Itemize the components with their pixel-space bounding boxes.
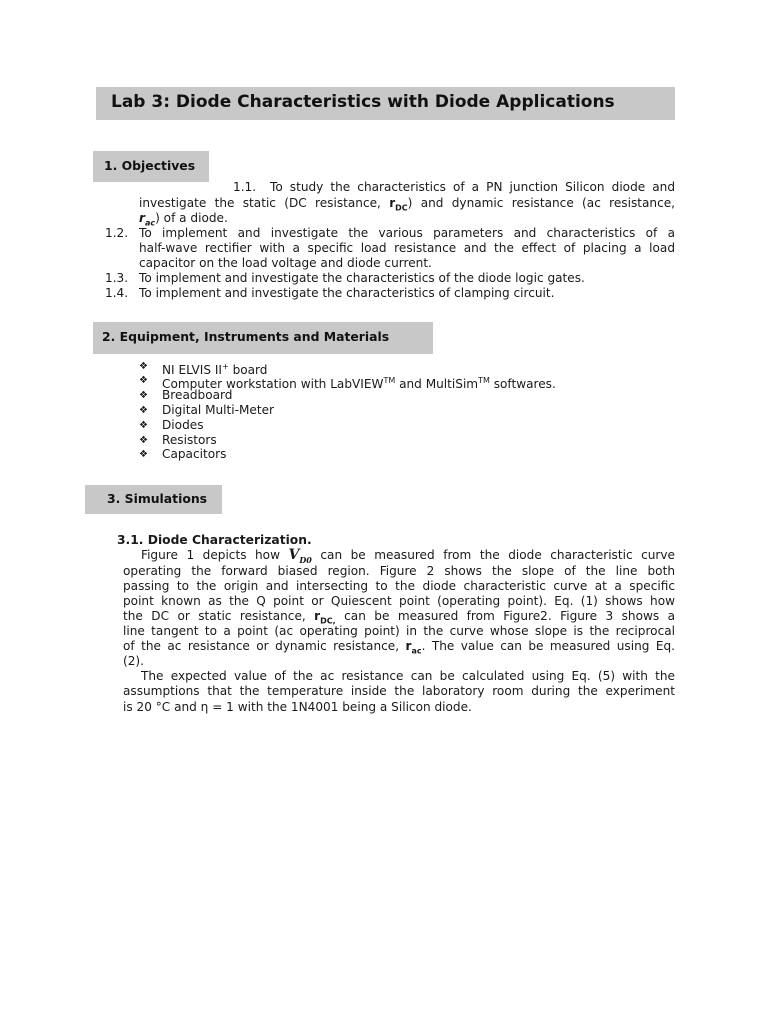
simulations-heading-box: [85, 485, 222, 514]
objective-number: 1.3.: [105, 271, 129, 285]
diamond-bullet-icon: ❖: [139, 375, 148, 386]
diamond-bullet-icon: ❖: [139, 449, 148, 460]
document-page: Lab 3: Diode Characteristics with Diode Applications 1. Objectives 1.1. To study the characteristics of a PN junction Silicon diode and investigate the static (DC resistance, $r_{DC}$) and dynamic resistance (ac resistance, $r_{ac}$) of a diode. 1.2. To implement and investigate the various parameters and characteristics of a half-wave rectifier with a specific load resistance and the effect of placing a load capacitor on the load voltage and diode current. 1.3. To implement and investigate the characteristics of the diode logic gates. 1.4. To implement and investigate the characteristics of clamping circuit. 2. Equipment, Instruments and Materials ❖ NI ELVIS II+ board ❖ Computer workstation with LabVIEW™ and MultiSim™ softwares. ❖ Breadboard ❖ Digital Multi-Meter ❖ Diodes ❖ Resistors ❖ Capacitors 3. Simulations 3.1. Diode Characterization. Figure 1 depicts how $V_{D0}$ can be measured from the diode characteristic curve operating the forward biased region. Figure 2 shows the slope of the line both passing to the origin and intersecting to the diode characteristic curve at a specific point known as the Q point or Quiescent point (operating point). Eq. (1) shows how the DC or static resistance, $r_{DC,}$ can be measured from Figure2. Figure 3 shows a line tangent to a point (ac operating point) in the curve whose slope is the reciprocal of the ac resistance or dynamic resistance, $r_{ac}$. The value can be measured using Eq. (2). The expected value of the ac resistance can be calculated using Eq. (5) with the assumptions that the temperature inside the laboratory room during the experiment is 20 °C and η = 1 with the 1N4001 being a Silicon diode.: [0, 0, 768, 1024]
objective-number: 1.1.: [233, 180, 257, 194]
diamond-bullet-icon: ❖: [139, 405, 148, 416]
simulations-heading: 3. Simulations: [107, 491, 208, 506]
objective-text: investigate the static (DC resistance, $r_{DC}$) and dynamic resistance (ac resistance,: [139, 196, 675, 213]
subsection-heading: 3.1. Diode Characterization.: [117, 533, 312, 547]
objective-number: 1.2.: [105, 226, 129, 240]
objective-text: capacitor on the load voltage and diode current.: [139, 256, 432, 270]
title-banner: [96, 87, 675, 120]
objective-text: To implement and investigate the characteristics of the diode logic gates.: [139, 271, 585, 285]
objective-number: 1.4.: [105, 286, 129, 300]
diamond-bullet-icon: ❖: [139, 435, 148, 446]
diamond-bullet-icon: ❖: [139, 390, 148, 401]
objective-text: half-wave rectifier with a specific load resistance and the effect of placing a load: [139, 241, 675, 255]
equipment-heading: 2. Equipment, Instruments and Materials: [102, 329, 390, 344]
objectives-heading: 1. Objectives: [104, 158, 196, 173]
objective-text: To implement and investigate the various parameters and characteristics of a: [139, 226, 675, 240]
objective-text: To study the characteristics of a PN junction Silicon diode and: [270, 180, 675, 194]
page-title: Lab 3: Diode Characteristics with Diode Applications: [111, 92, 615, 112]
objective-text: To implement and investigate the characteristics of clamping circuit.: [139, 286, 555, 300]
diamond-bullet-icon: ❖: [139, 361, 148, 372]
objectives-heading-box: [93, 151, 209, 182]
equipment-heading-box: [93, 322, 433, 354]
objective-text: $r_{ac}$) of a diode.: [139, 211, 228, 228]
diamond-bullet-icon: ❖: [139, 420, 148, 431]
